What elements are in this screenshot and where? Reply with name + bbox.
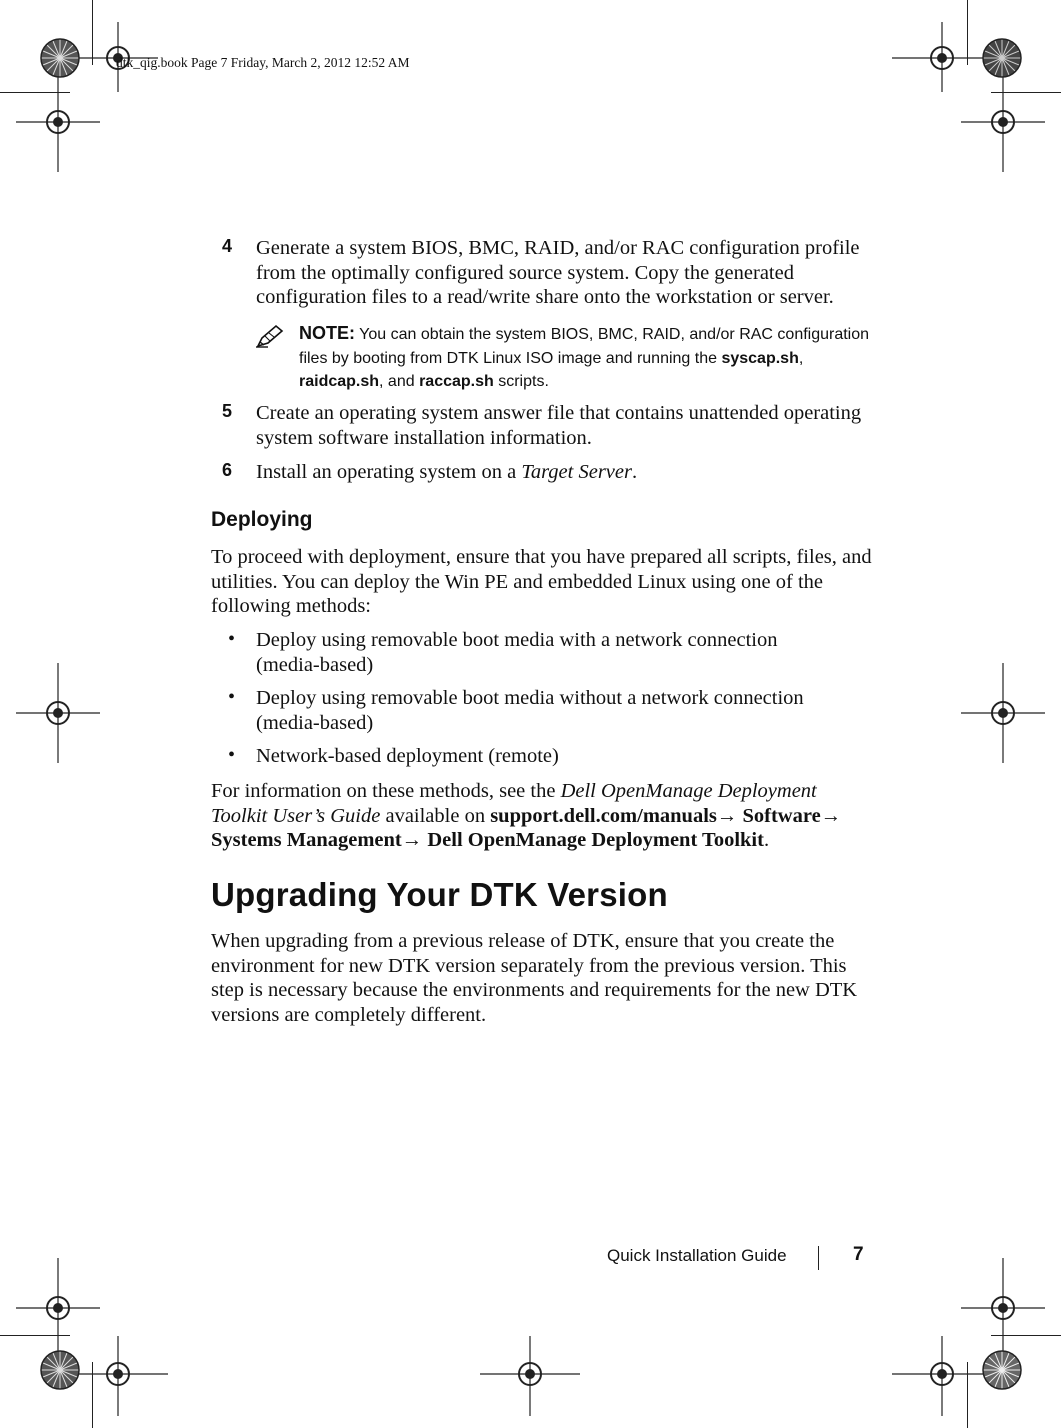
step-6 bbox=[222, 460, 882, 485]
script-name: raccap.sh bbox=[419, 373, 494, 390]
nav-path-link[interactable]: support.dell.com/manuals bbox=[490, 804, 717, 827]
crosshair-registration-icon bbox=[16, 72, 100, 172]
crosshair-registration-icon bbox=[961, 72, 1045, 172]
guide-title: Dell OpenManage Deployment Toolkit User’s Guide bbox=[211, 780, 817, 827]
list-item-text: Network-based deployment (remote) bbox=[256, 745, 559, 767]
pencil-icon bbox=[256, 324, 284, 348]
arrow-icon: → bbox=[401, 829, 423, 851]
list-item bbox=[228, 628, 878, 677]
note-segment: , bbox=[798, 349, 804, 367]
note-lead: NOTE: bbox=[299, 323, 355, 343]
list-item-text: Deploy using removable boot media with a network connection (media-based) bbox=[256, 629, 778, 676]
bullet-symbol: • bbox=[228, 628, 236, 650]
deploying-info bbox=[211, 779, 861, 853]
nav-path-segment: Dell OpenManage Deployment Toolkit bbox=[422, 829, 764, 851]
step-number: 4 bbox=[222, 236, 233, 256]
starburst-registration-icon bbox=[982, 1350, 1022, 1390]
crosshair-registration-icon bbox=[480, 1336, 580, 1416]
arrow-icon: → bbox=[716, 804, 738, 827]
note-segment: scripts. bbox=[493, 373, 549, 390]
crosshair-registration-icon bbox=[961, 663, 1045, 763]
step-5 bbox=[222, 401, 882, 450]
step-text-segment: . bbox=[631, 461, 638, 483]
script-name: syscap.sh bbox=[721, 349, 799, 367]
text-segment: . bbox=[763, 829, 770, 851]
starburst-registration-icon bbox=[982, 38, 1022, 78]
bullet-symbol: • bbox=[228, 686, 236, 708]
note-box bbox=[256, 322, 886, 394]
step-text-segment: Install an operating system on a bbox=[256, 461, 522, 483]
book-stamp: dtk_qig.book Page 7 Friday, March 2, 2012 12:52 AM bbox=[116, 55, 410, 70]
term-italic: Target Server bbox=[521, 461, 632, 483]
footer-guide-title: Quick Installation Guide bbox=[607, 1246, 787, 1265]
text-segment: available on bbox=[380, 804, 491, 827]
upgrading-body: When upgrading from a previous release of DTK, ensure that you create the environment for new DTK version separately from the previous version. This step is necessary because the environments and requirements for the new DTK versions are completely different. bbox=[211, 930, 858, 1026]
note-text bbox=[299, 322, 886, 394]
step-text: Generate a system BIOS, BMC, RAID, and/or RAC configuration profile from the optimally configured source system. Copy the generated configuration files to a read/write share onto the workstation or server. bbox=[256, 237, 860, 308]
step-text: Create an operating system answer file that contains unattended operating system software installation information. bbox=[256, 402, 862, 449]
step-text bbox=[256, 460, 882, 485]
step-number: 6 bbox=[222, 460, 233, 480]
note-segment: , and bbox=[379, 373, 420, 390]
list-item bbox=[228, 686, 878, 735]
bullet-symbol: • bbox=[228, 744, 236, 766]
nav-path-segment: Software bbox=[737, 804, 821, 827]
deploying-intro: To proceed with deployment, ensure that you have prepared all scripts, files, and utilities. You can deploy the Win PE and embedded Linux using one of the following methods: bbox=[211, 546, 872, 617]
nav-path-segment: Systems Management bbox=[211, 829, 402, 851]
page-number: 7 bbox=[853, 1244, 864, 1265]
step-4 bbox=[222, 236, 882, 310]
list-item-text: Deploy using removable boot media without a network connection (media-based) bbox=[256, 687, 804, 734]
crosshair-registration-icon bbox=[892, 1336, 992, 1416]
text-segment: For information on these methods, see the bbox=[211, 780, 561, 802]
starburst-registration-icon bbox=[40, 38, 80, 78]
script-name: raidcap.sh bbox=[299, 373, 380, 390]
crosshair-registration-icon bbox=[68, 1336, 168, 1416]
section-heading-deploying: Deploying bbox=[211, 508, 313, 531]
arrow-icon: → bbox=[820, 804, 842, 827]
footer-divider bbox=[818, 1246, 819, 1270]
section-heading-upgrading: Upgrading Your DTK Version bbox=[211, 876, 668, 913]
starburst-registration-icon bbox=[40, 1350, 80, 1390]
crosshair-registration-icon bbox=[16, 663, 100, 763]
step-number: 5 bbox=[222, 401, 233, 421]
note-segment: You can obtain the system BIOS, BMC, RAID, and/or RAC configuration files by booting from DTK Linux ISO image and running the bbox=[299, 326, 870, 367]
list-item bbox=[228, 744, 878, 769]
